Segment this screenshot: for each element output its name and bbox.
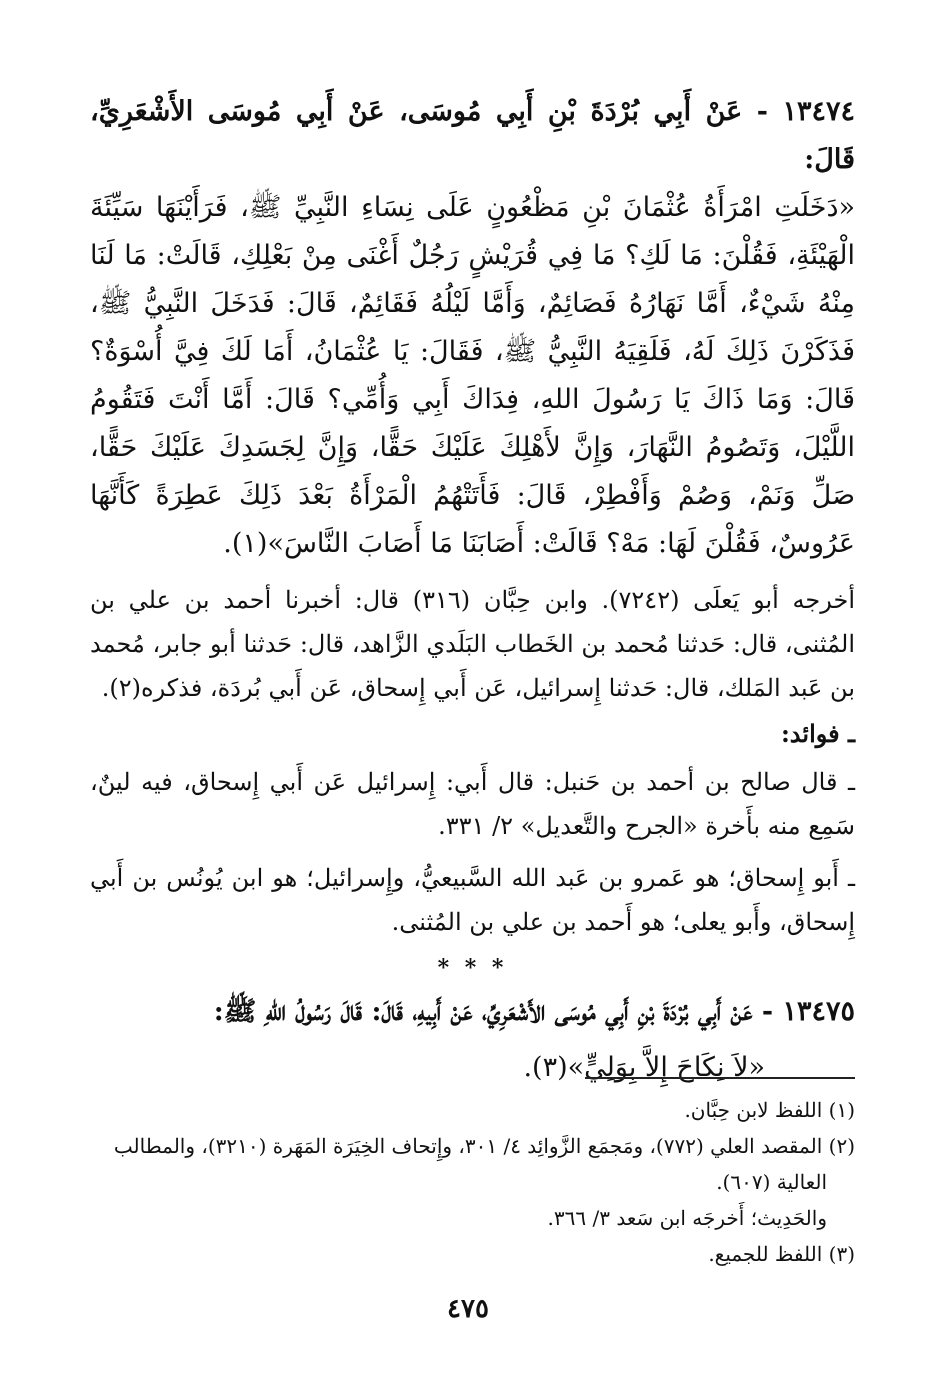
footnote-divider (585, 1077, 855, 1079)
page-body (90, 88, 855, 1092)
footnote-2-note: والحَدِيث؛ أَخرجَه ابن سَعد ٣/ ٣٦٦. (547, 1206, 827, 1230)
footnote-1: (١) اللفظ لابن حِبَّان. (684, 1098, 855, 1122)
hadith-1475-heading: ١٣٤٧٥ - عَنْ أَبِي بُرْدَةَ بْنِ أَبِي مُوسَى الأَشْعَرِيِّ، عَنْ أَبِيهِ، قَالَ: قَالَ رَسُولُ اللهِ ﷺ: (213, 996, 855, 1027)
hadith-1475-text: «لاَ نِكَاحَ إِلاَّ بِوَلِيٍّ»(٣). (523, 1052, 765, 1083)
hadith-1474-heading: ١٣٤٧٤ - عَنْ أَبِي بُرْدَةَ بْنِ أَبِي مُوسَى، عَنْ أَبِي مُوسَى الأَشْعَرِيِّ، قَالَ: (90, 96, 855, 175)
footnote-2-continuation: العالية (٦٠٧). (716, 1170, 827, 1194)
hadith-1474-text: «دَخَلَتِ امْرَأَةُ عُثْمَانَ بْنِ مَظْعُونٍ عَلَى نِسَاءِ النَّبِيِّ ﷺ، فَرَأَيْنَهَا سَيِّئَةَ الْهَيْئَةِ، فَقُلْنَ: مَا لَكِ؟ مَا فِي قُرَيْشٍ رَجُلٌ أَغْنَى مِنْ بَعْلِكِ، قَالَتْ: مَا لَنَا مِنْهُ شَيْءٌ، أَمَّا نَهَارُهُ فَصَائِمٌ، وَأَمَّا لَيْلُهُ فَقَائِمٌ، قَالَ: فَدَخَلَ النَّبِيُّ ﷺ، فَذَكَرْنَ ذَلِكَ لَهُ، فَلَقِيَهُ النَّبِيُّ ﷺ، فَقَالَ: يَا عُثْمَانُ، أَمَا لَكَ فِيَّ أُسْوَةٌ؟ قَالَ: وَمَا ذَاكَ يَا رَسُولَ اللهِ، فِدَاكَ أَبِي وَأُمِّي؟ قَالَ: أَمَّا أَنْتَ فَتَقُومُ اللَّيْلَ، وَتَصُومُ النَّهَارَ، وَإِنَّ لأَهْلِكَ عَلَيْكَ حَقًّا، وَإِنَّ لِجَسَدِكَ عَلَيْكَ حَقًّا، صَلِّ وَنَمْ، وَصُمْ وَأَفْطِرْ، قَالَ: فَأَتَتْهُمُ الْمَرْأَةُ بَعْدَ ذَلِكَ عَطِرَةً كَأَنَّهَا عَرُوسٌ، فَقُلْنَ لَهَا: مَهْ؟ قَالَتْ: أَصَابَنَا مَا أَصَابَ النَّاسَ»(١). (90, 192, 855, 559)
section-separator: * * * (437, 955, 508, 981)
footnote-3: (٣) اللفظ للجميع. (708, 1242, 855, 1266)
footnotes (90, 1092, 855, 1272)
fawaid-heading: ـ فوائد: (780, 719, 855, 748)
fawaid-item-2: ـ أَبو إِسحاق؛ هو عَمرو بن عَبد الله السَّبيعيُّ، وإِسرائيل؛ هو ابن يُونُس بن أَبي إِسحاق، وأَبو يعلى؛ هو أَحمد بن علي بن المُثنى. (90, 864, 855, 936)
fawaid-item-1: ـ قال صالح بن أحمد بن حَنبل: قال أَبي: إِسرائيل عَن أَبي إِسحاق، فيه لينٌ، سَمِع منه بأَخرة «الجرح والتَّعديل» ٢/ ٣٣١. (90, 768, 855, 840)
footnote-2: (٢) المقصد العلي (٧٧٢)، ومَجمَع الزَّوائِد ٤/ ٣٠١، وإِتحاف الخِيَرَة المَهَرة (٣٢١٠)، والمطالب (113, 1134, 855, 1158)
page-number: ٤٧٥ (447, 1294, 489, 1324)
takhrij-paragraph: أخرجه أبو يَعلَى (٧٢٤٢). وابن حِبَّان (٣١٦) قال: أخبرنا أحمد بن علي بن المُثنى، قال: حَدثنا مُحمد بن الخَطاب البَلَدي الزَّاهد، قال: حَدثنا أبو جابر، مُحمد بن عَبد المَلك، قال: حَدثنا إِسرائيل، عَن أَبي إِسحاق، عَن أَبي بُردَة، فذكره(٢). (90, 586, 855, 702)
